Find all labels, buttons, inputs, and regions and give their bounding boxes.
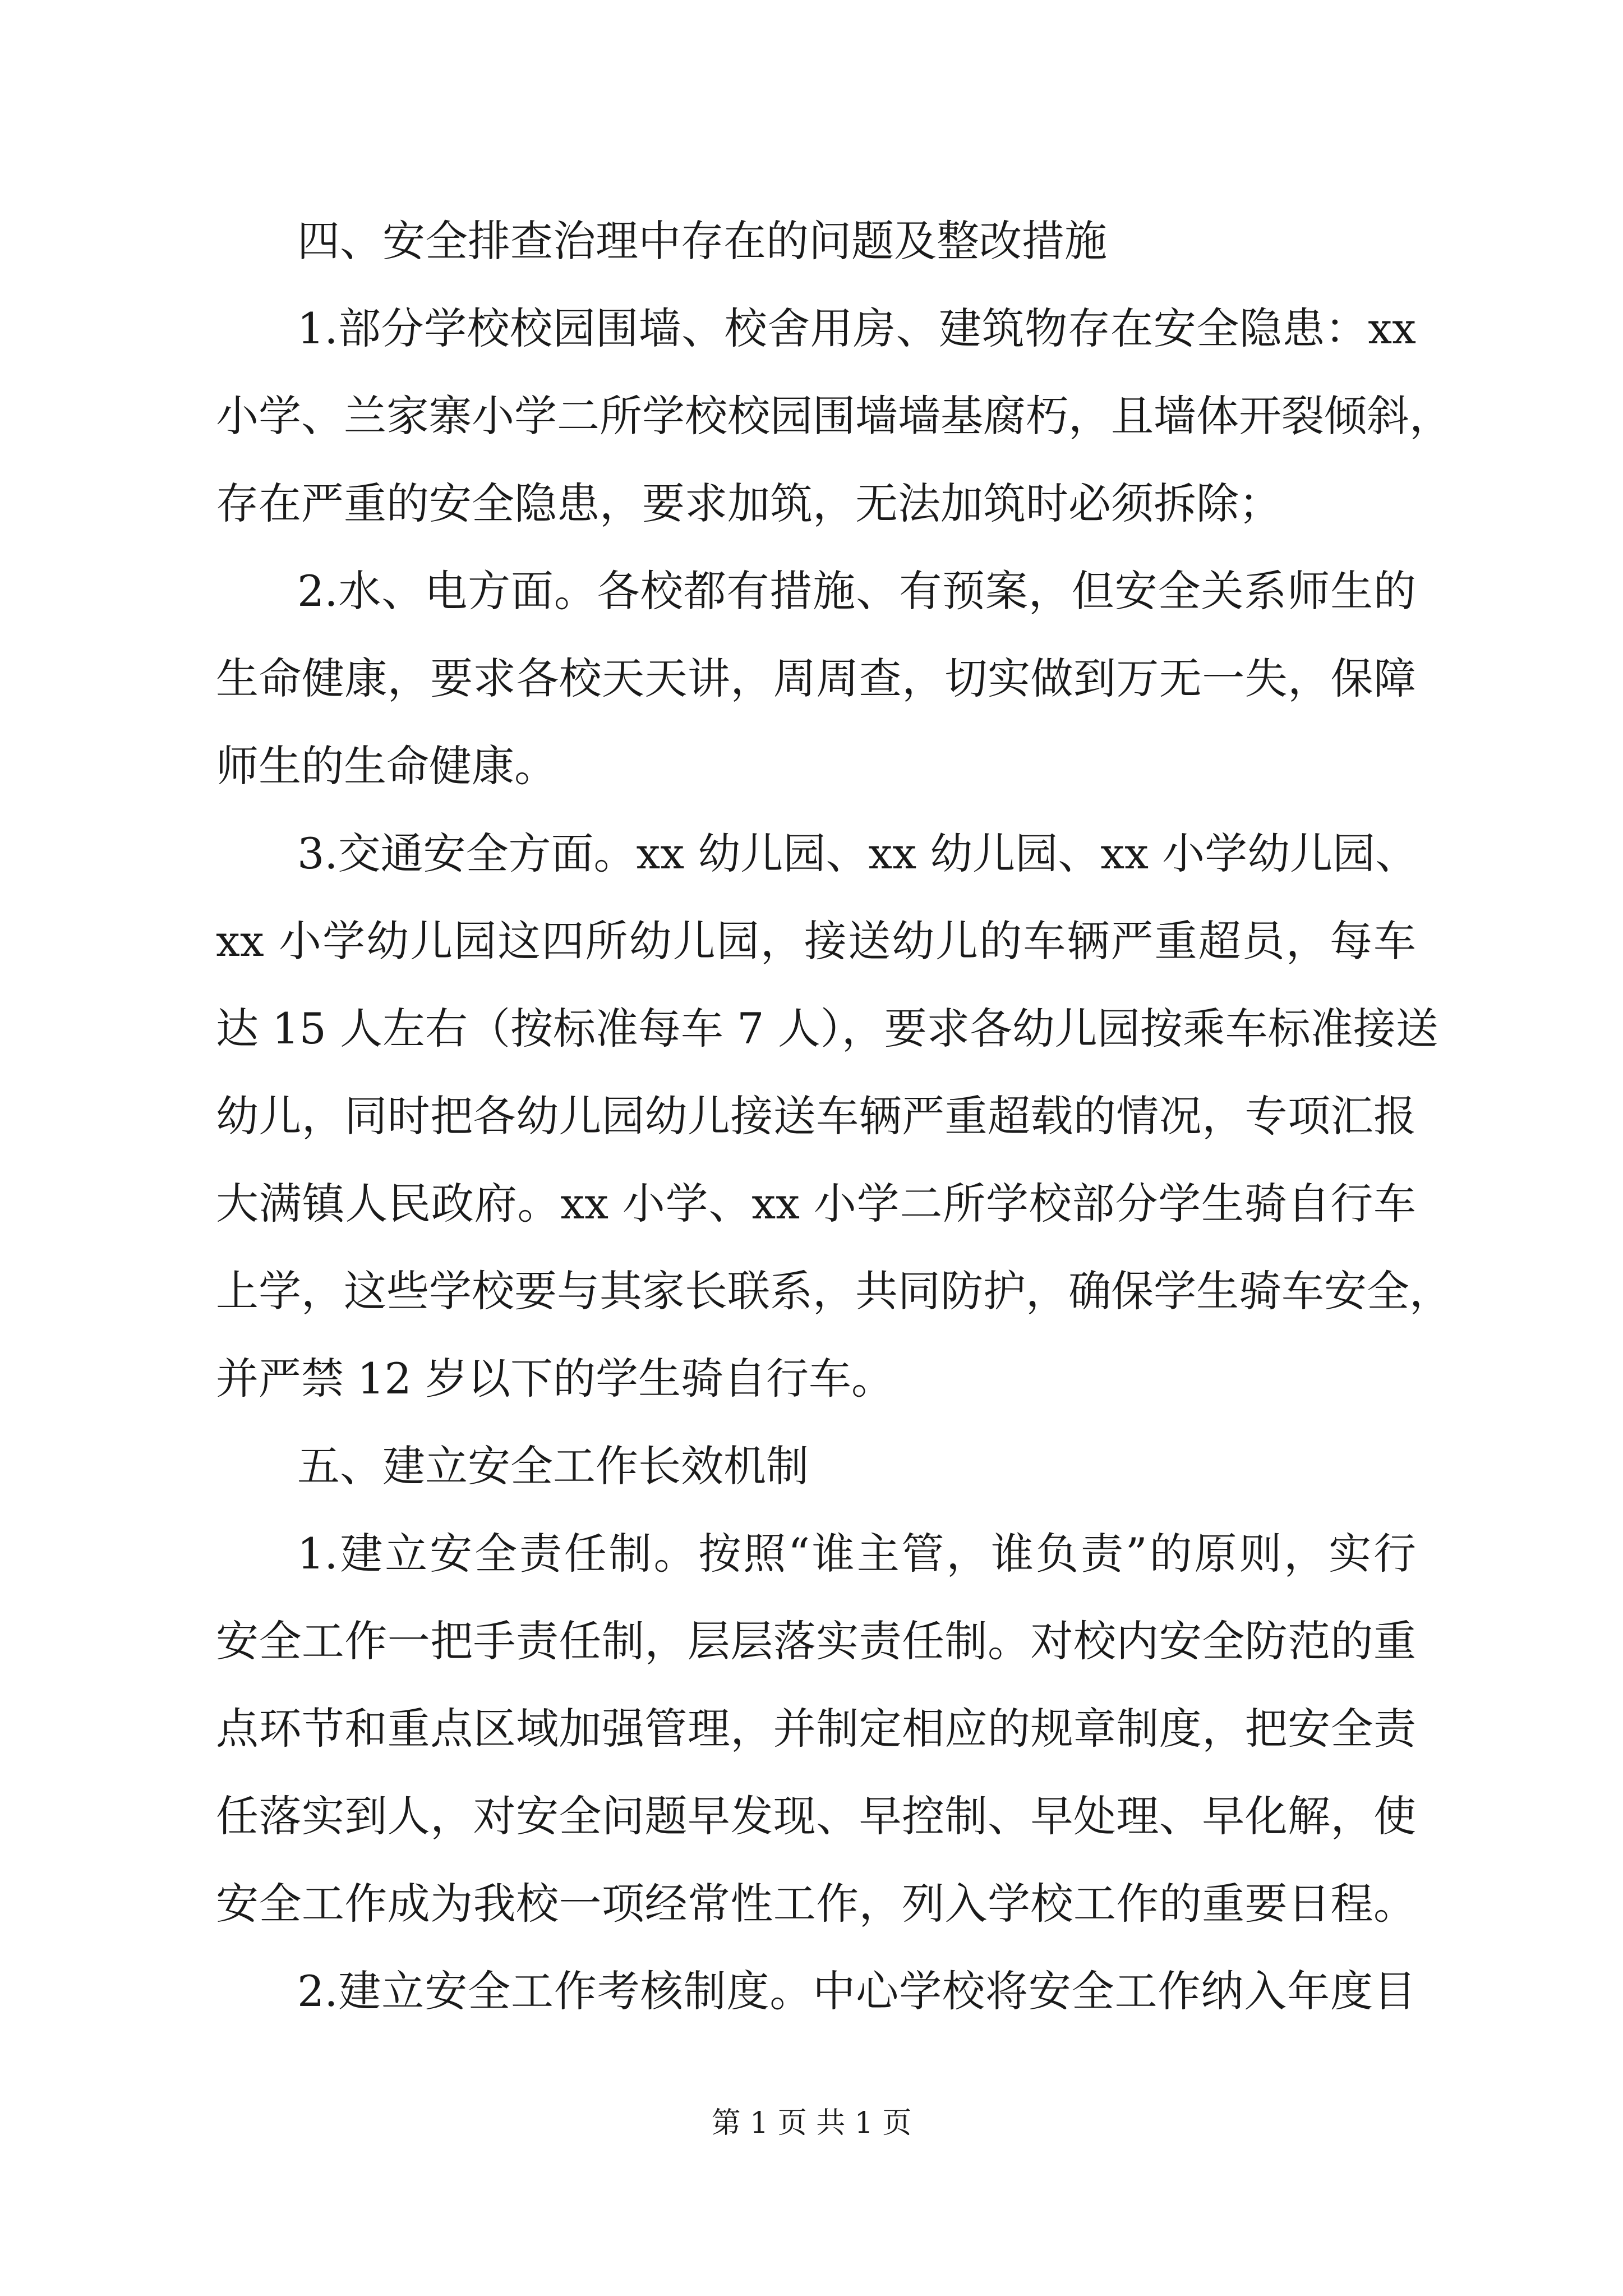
section-heading-5	[0, 1427, 1623, 1506]
paragraph-line	[0, 464, 1623, 543]
line-text: 幼儿，同时把各幼儿园幼儿接送车辆严重超载的情况，专项汇报	[216, 1091, 1416, 1141]
paragraph-line	[0, 1252, 1623, 1331]
line-text: 生命健康，要求各校天天讲，周周查，切实做到万无一失，保障	[216, 654, 1416, 703]
line-text: 达 15 人左右（按标准每车 7 人），要求各幼儿园按乘车标准接送	[216, 1004, 1438, 1053]
line-text: 五、建立安全工作长效机制	[297, 1441, 809, 1491]
paragraph-line	[0, 1602, 1623, 1681]
line-text: 点环节和重点区域加强管理，并制定相应的规章制度，把安全责	[216, 1704, 1416, 1754]
line-text: 1.部分学校校园围墙、校舍用房、建筑物存在安全隐患：xx	[297, 303, 1416, 353]
line-text: 师生的生命健康。	[216, 741, 557, 791]
line-text: 小学、兰家寨小学二所学校校园围墙墙基腐朽，且墙体开裂倾斜，	[216, 391, 1452, 441]
paragraph-line	[0, 1165, 1623, 1243]
paragraph-line	[0, 289, 1623, 368]
paragraph-line	[0, 1340, 1623, 1418]
line-text: 2.建立安全工作考核制度。中心学校将安全工作纳入年度目	[297, 1966, 1416, 2016]
paragraph-line	[0, 990, 1623, 1068]
line-text: 并严禁 12 岁以下的学生骑自行车。	[216, 1354, 895, 1404]
paragraph-line	[0, 1952, 1623, 2031]
line-text: 1.建立安全责任制。按照“谁主管，谁负责”的原则，实行	[297, 1529, 1416, 1579]
paragraph-line	[0, 727, 1623, 806]
paragraph-line	[0, 639, 1623, 718]
line-text: 任落实到人，对安全问题早发现、早控制、早处理、早化解，使	[216, 1791, 1416, 1841]
page-footer: 第 1 页 共 1 页	[711, 2106, 912, 2140]
line-text: 3.交通安全方面。xx 幼儿园、xx 幼儿园、xx 小学幼儿园、	[297, 829, 1418, 878]
paragraph-line	[0, 552, 1623, 631]
line-text: xx 小学幼儿园这四所幼儿园，接送幼儿的车辆严重超员，每车	[216, 916, 1416, 966]
paragraph-line	[0, 1865, 1623, 1943]
line-text: 安全工作成为我校一项经常性工作，列入学校工作的重要日程。	[216, 1879, 1416, 1929]
line-text: 四、安全排查治理中存在的问题及整改措施	[297, 216, 1107, 266]
paragraph-line	[0, 1777, 1623, 1856]
line-text: 2.水、电方面。各校都有措施、有预案，但安全关系师生的	[297, 566, 1416, 616]
paragraph-line	[0, 815, 1623, 893]
paragraph-line	[0, 1515, 1623, 1593]
line-text: 安全工作一把手责任制，层层落实责任制。对校内安全防范的重	[216, 1616, 1416, 1666]
line-text: 存在严重的安全隐患，要求加筑，无法加筑时必须拆除；	[216, 478, 1281, 528]
paragraph-line	[0, 377, 1623, 455]
section-heading-4	[0, 202, 1623, 280]
line-text: 大满镇人民政府。xx 小学、xx 小学二所学校部分学生骑自行车	[216, 1179, 1416, 1228]
paragraph-line	[0, 902, 1623, 981]
paragraph-line	[0, 1690, 1623, 1768]
paragraph-line	[0, 1077, 1623, 1156]
line-text: 上学，这些学校要与其家长联系，共同防护，确保学生骑车安全，	[216, 1266, 1452, 1316]
